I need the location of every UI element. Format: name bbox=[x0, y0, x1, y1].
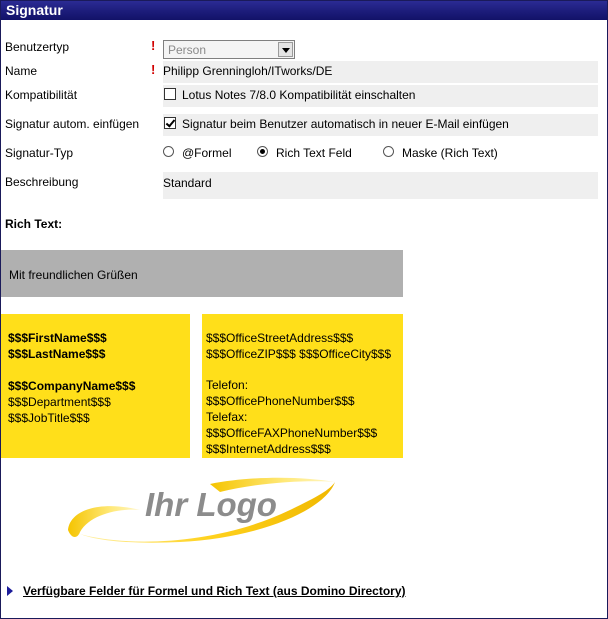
kompat-checkbox[interactable] bbox=[164, 88, 176, 100]
greeting-text: Mit freundlichen Grüßen bbox=[9, 268, 138, 282]
richtext-label: Rich Text: bbox=[5, 217, 63, 231]
name-value: Philipp Grenningloh/ITworks/DE bbox=[163, 64, 333, 78]
kompat-label: Kompatibilität bbox=[5, 88, 78, 102]
lastname-placeholder: $$$LastName$$$ bbox=[8, 347, 106, 361]
kompat-checkbox-label: Lotus Notes 7/8.0 Kompatibilität einschalten bbox=[182, 88, 416, 102]
page-title: Signatur bbox=[1, 1, 607, 20]
benutzertyp-select[interactable] bbox=[163, 40, 295, 59]
chevron-down-icon[interactable] bbox=[278, 42, 293, 57]
company-placeholder: $$$CompanyName$$$ bbox=[8, 379, 136, 393]
sigtype-label: Signatur-Typ bbox=[5, 146, 74, 160]
radio-formel[interactable] bbox=[163, 146, 174, 157]
phone-placeholder: $$$OfficePhoneNumber$$$ bbox=[206, 394, 355, 408]
benutzertyp-value: Person bbox=[168, 43, 207, 57]
department-placeholder: $$$Department$$$ bbox=[8, 395, 111, 409]
zipcity-placeholder: $$$OfficeZIP$$$ $$$OfficeCity$$$ bbox=[206, 347, 392, 361]
radio-maske-label: Maske (Rich Text) bbox=[402, 146, 498, 160]
radio-richtext-label: Rich Text Feld bbox=[276, 146, 352, 160]
telefon-label: Telefon: bbox=[206, 378, 249, 392]
internet-placeholder: $$$InternetAddress$$$ bbox=[206, 442, 331, 456]
benutzertyp-label: Benutzertyp bbox=[5, 40, 70, 54]
jobtitle-placeholder: $$$JobTitle$$$ bbox=[8, 411, 90, 425]
desc-label: Beschreibung bbox=[5, 175, 79, 189]
desc-field[interactable] bbox=[163, 172, 598, 199]
available-fields-link[interactable]: Verfügbare Felder für Formel und Rich Text (aus Domino Directory) bbox=[23, 584, 406, 598]
required-mark: ! bbox=[151, 62, 156, 77]
name-label: Name bbox=[5, 64, 38, 78]
fax-placeholder: $$$OfficeFAXPhoneNumber$$$ bbox=[206, 426, 378, 440]
radio-maske[interactable] bbox=[383, 146, 394, 157]
autoinsert-checkbox-label: Signatur beim Benutzer automatisch in neuer E-Mail einfügen bbox=[182, 117, 509, 131]
firstname-placeholder: $$$FirstName$$$ bbox=[8, 331, 107, 345]
radio-formel-label: @Formel bbox=[182, 146, 232, 160]
required-mark: ! bbox=[151, 38, 156, 53]
street-placeholder: $$$OfficeStreetAddress$$$ bbox=[206, 331, 354, 345]
autoinsert-checkbox[interactable] bbox=[164, 117, 176, 129]
radio-richtext[interactable] bbox=[257, 146, 268, 157]
telefax-label: Telefax: bbox=[206, 410, 248, 424]
autoinsert-label: Signatur autom. einfügen bbox=[5, 117, 140, 131]
expand-arrow-icon[interactable] bbox=[7, 586, 13, 596]
logo-text: Ihr Logo bbox=[145, 486, 277, 523]
desc-value: Standard bbox=[163, 176, 212, 190]
